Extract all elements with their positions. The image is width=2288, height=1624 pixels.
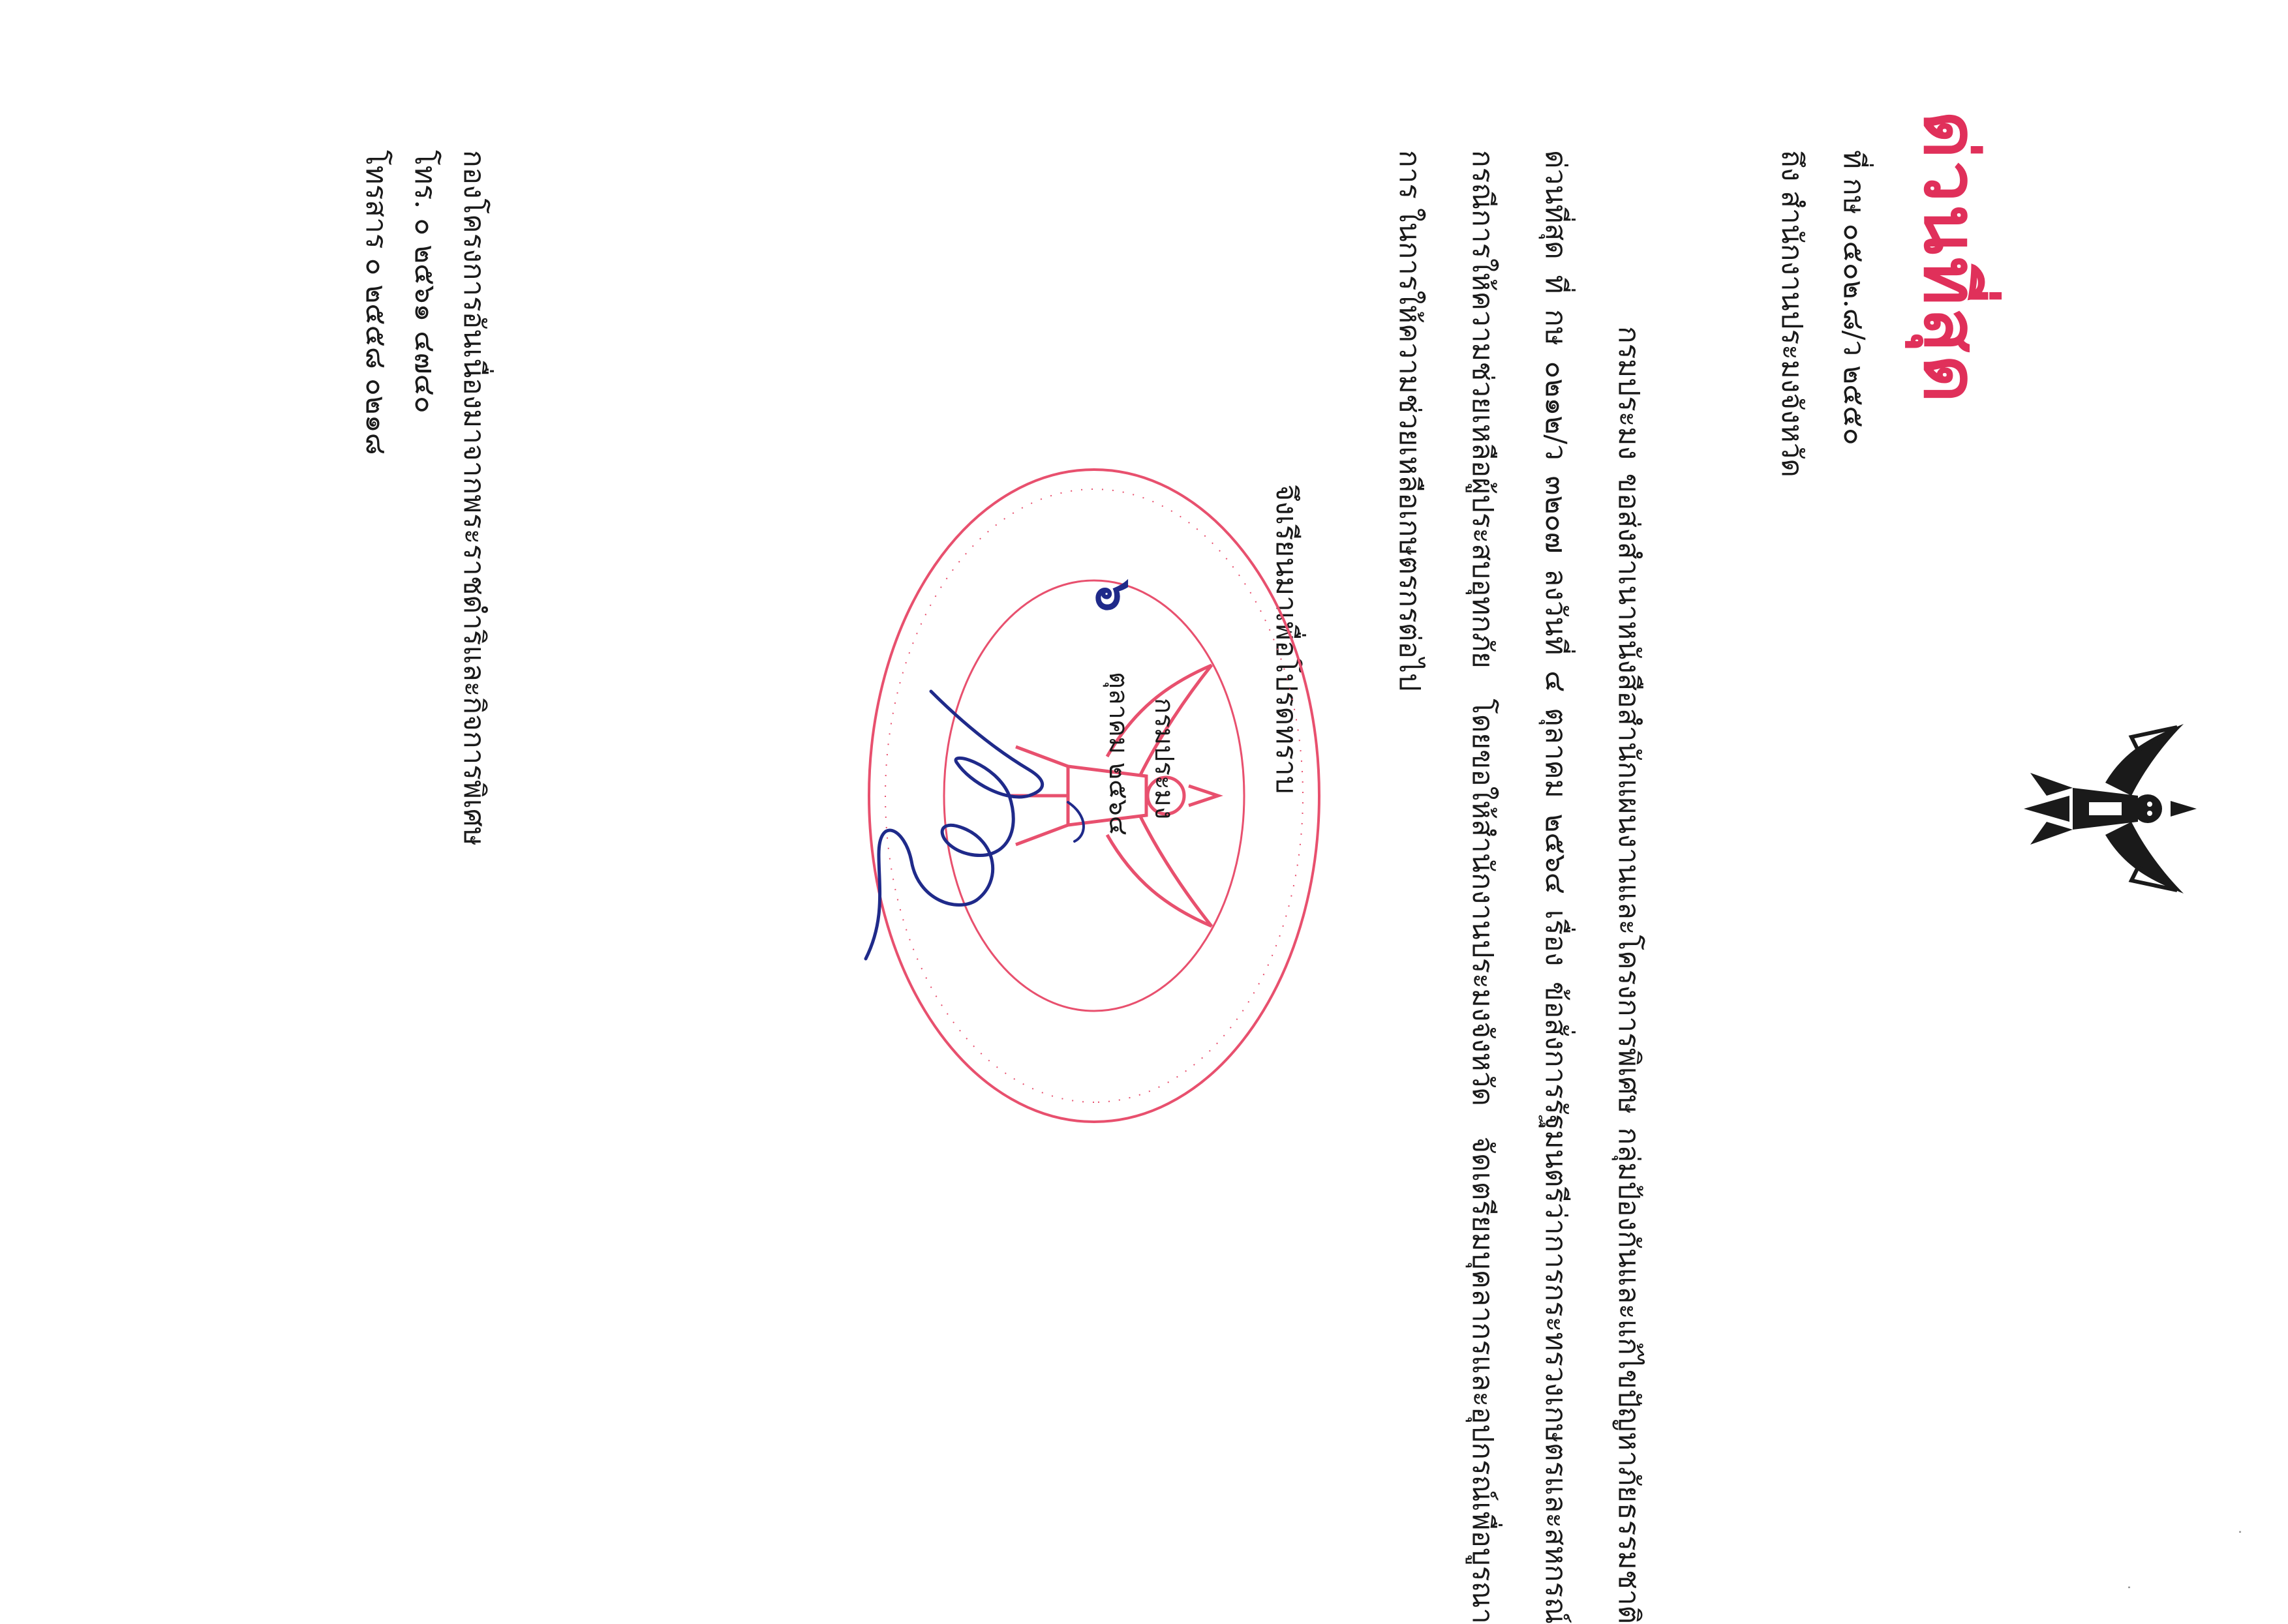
signature	[846, 665, 1127, 978]
footer-fax: โทรสาร ๐ ๒๕๕๘ ๐๒๑๘	[359, 150, 393, 455]
scan-speck: ·	[2120, 1585, 2138, 1590]
urgency-label: ด่วนที่สุด	[1908, 111, 1992, 406]
recipient-line: ถึง สำนักงานประมงจังหวัด	[1775, 150, 1808, 477]
garuda-emblem-icon	[2014, 711, 2210, 907]
body-text	[1373, 150, 1665, 1624]
body-paragraph: กรมประมง ขอส่งสำเนาหนังสือสำนักแผนงานและโครงการพิเศษ กลุ่มป้องกันและแก้ไขปัญหาภัยธรรมชาติ ด่วนที่สุด ที่ กษ ๐๒๑๒/ว ๓๒๐๗ ลงวันที่ ๔ ตุลาคม ๒๕๖๔ เรื่อง ข้อสั่งการรัฐมนตรีว่าการกระทรวงเกษตรและสหกรณ์ กรณีการให้ความช่วยเหลือผู้ประสบอุทกภัย โดยขอให้สำนักงานประมงจังหวัด จัดเตรียมบุคลากรและอุปกรณ์เพื่อบูรณาการ ในการให้ความช่วยเหลือเกษตรกรต่อไป	[1393, 150, 1645, 1624]
stamp-date: ตุลาคม ๒๕๖๔	[1103, 672, 1133, 836]
footer-office: กองโครงการอันเนื่องมาจากพระราชดำริและกิจการพิเศษ	[457, 150, 491, 846]
stamp-day: ๖	[1085, 580, 1143, 612]
closing-line: จึงเรียนมาเพื่อโปรดทราบ	[1270, 484, 1303, 794]
document-number: ที่ กษ ๐๕๐๒.๘/ว ๒๕๕๐	[1837, 150, 1870, 445]
scan-speck: ·	[2231, 1529, 2249, 1535]
footer-tel: โทร. ๐ ๒๕๖๑ ๔๗๔๐	[408, 150, 442, 414]
stamp-org: กรมประมง	[1149, 698, 1179, 820]
